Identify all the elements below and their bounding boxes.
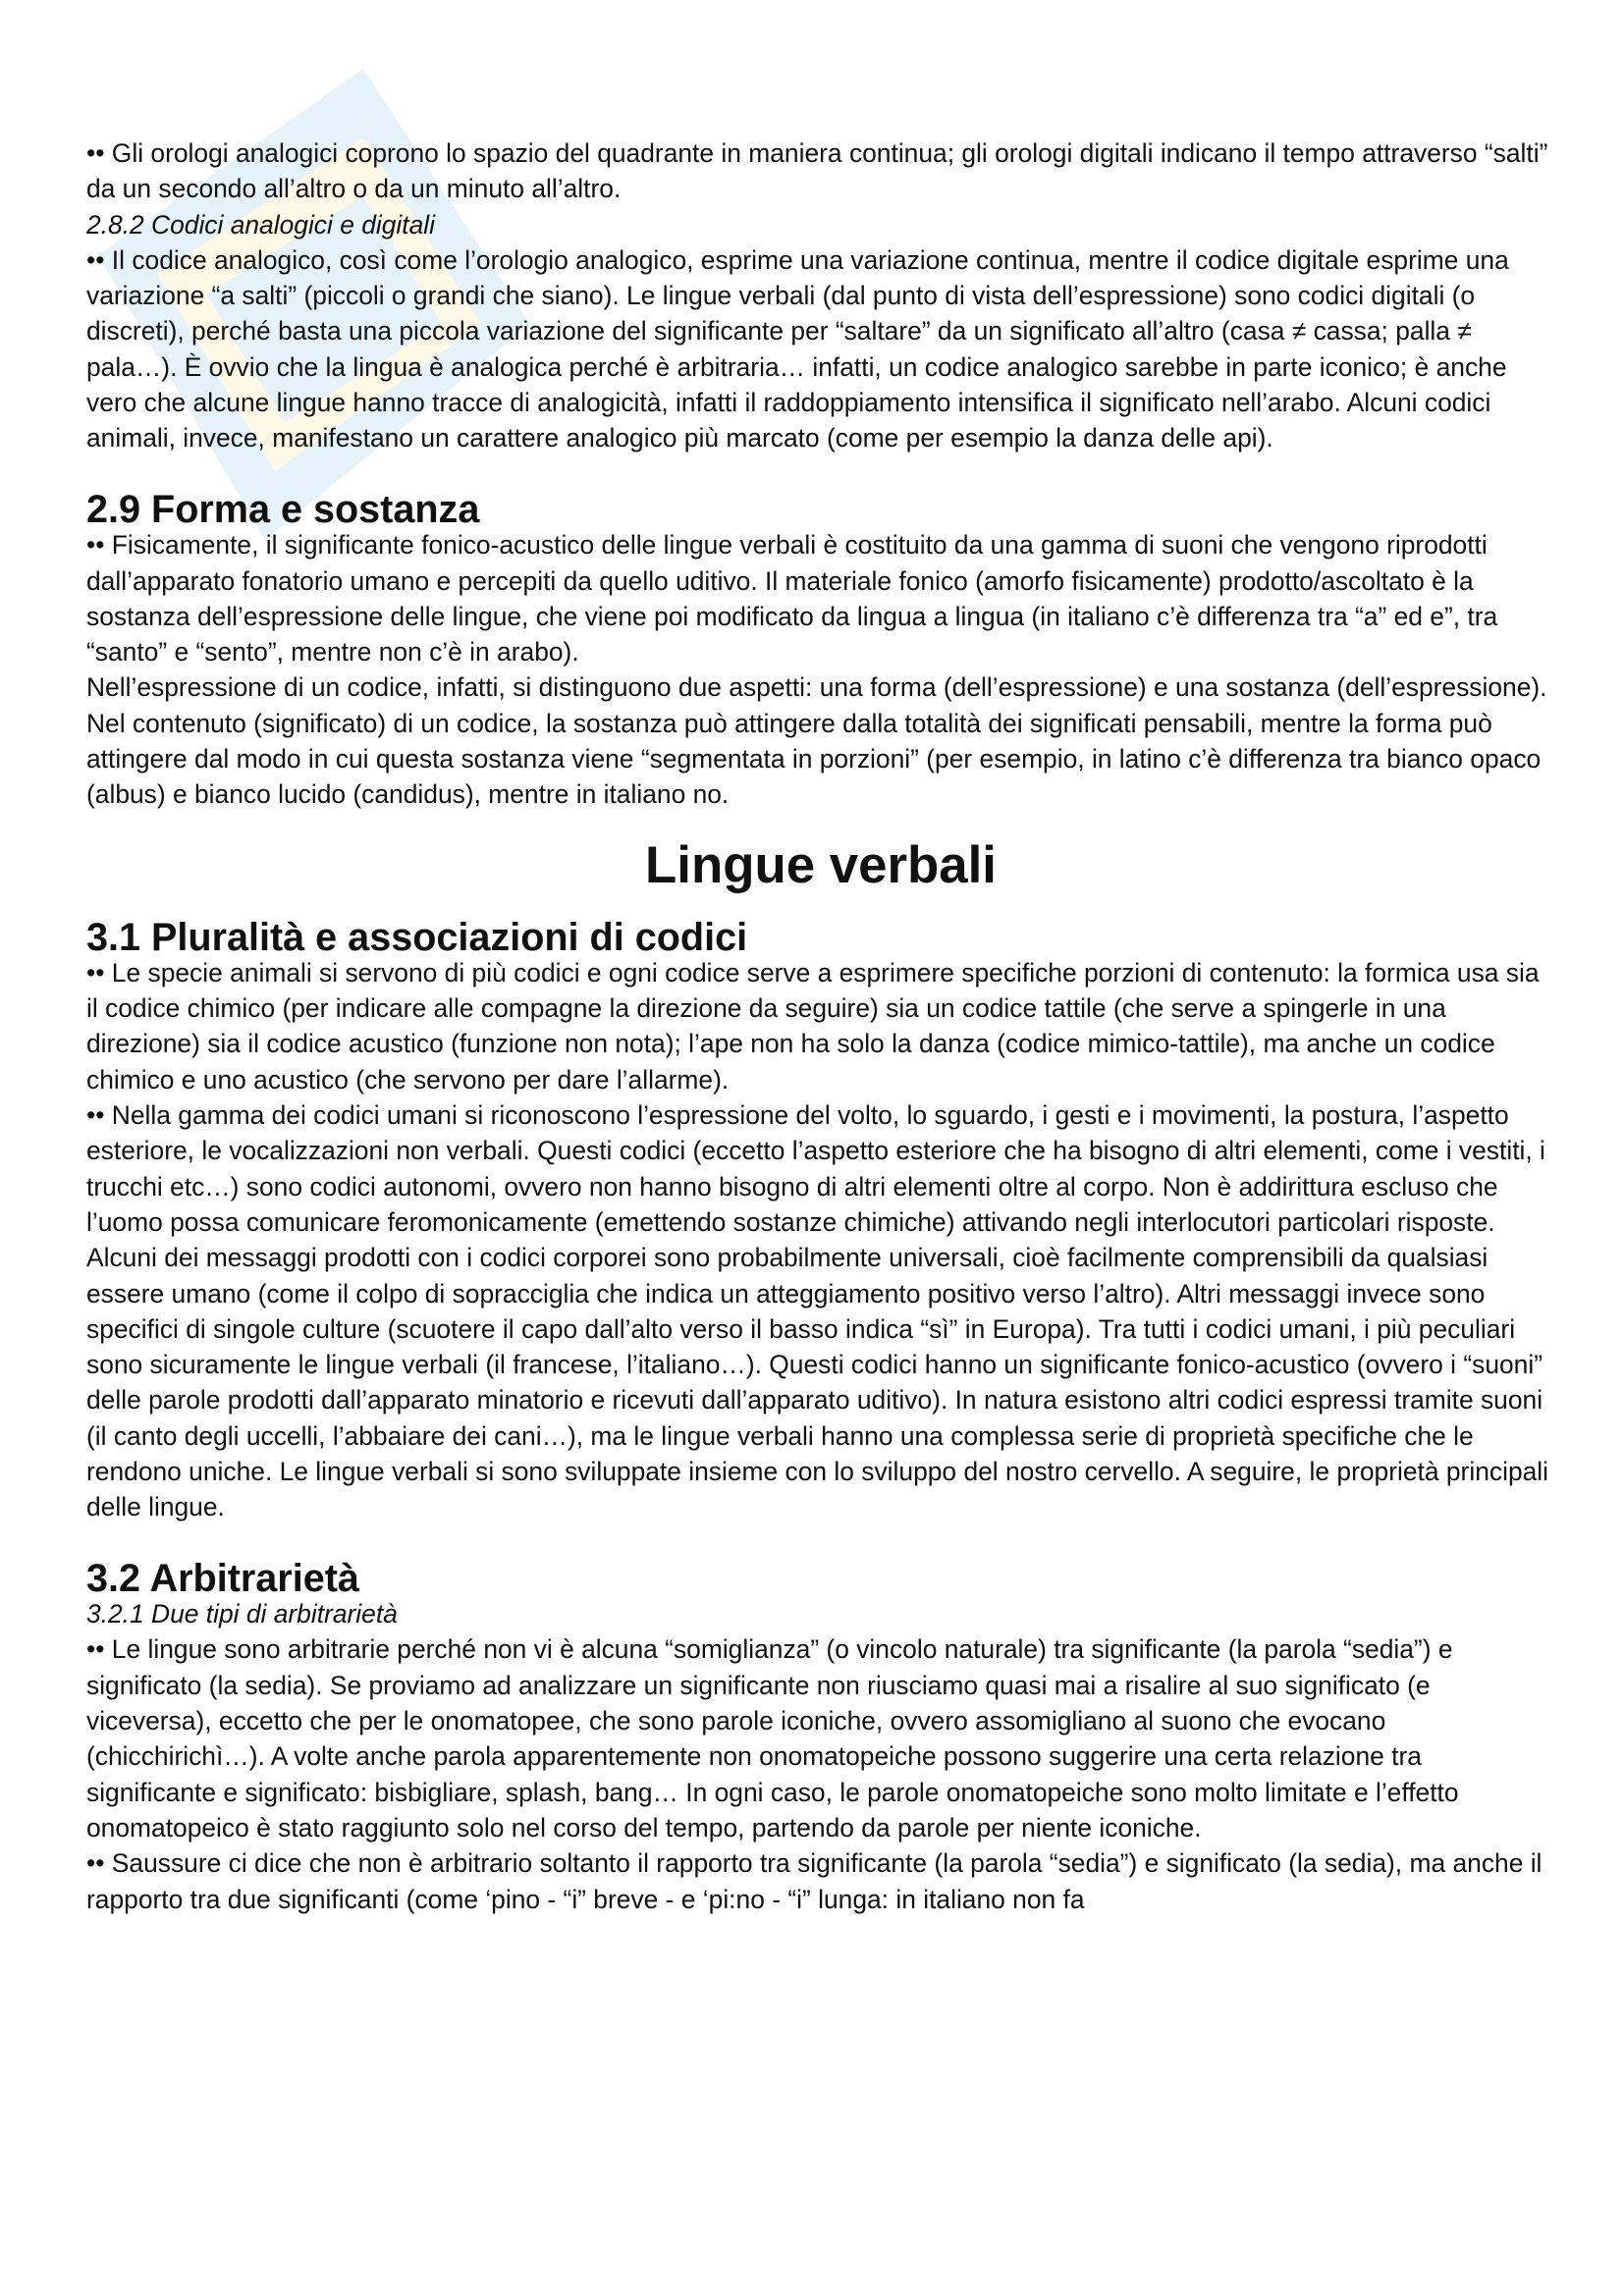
paragraph-arbitrarie: •• Le lingue sono arbitrarie perché non vi è alcuna “somiglianza” (o vincolo naturale) tra significante (la parola “sedia”) e significato (la sedia). Se proviamo ad analizzare un significante non riusciamo quasi mai a risalire al suo significato (e viceversa), eccetto che per le onomatopee, che sono parole iconiche, ovvero assomigliano al suono che evocano (chicchirichì…). A volte anche parola apparentemente non onomatopeiche possono suggerire una certa relazione tra significante e significato: bisbigliare, splash, bang… In ogni caso, le parole onomatopeiche sono molto limitate e l’effetto onomatopeico è stato raggiunto solo nel corso del tempo, partendo da parole per niente iconiche. (86, 1634, 1459, 1842)
section-title-3-1: 3.1 Pluralità e associazioni di codici (86, 915, 748, 959)
document-page (86, 135, 1555, 1917)
subsection-title-2-8-2: 2.8.2 Codici analogici e digitali (86, 209, 436, 240)
paragraph-orologi: •• Gli orologi analogici coprono lo spazio del quadrante in maniera continua; gli orologi digitali indicano il tempo attraverso “salti” da un secondo all’altro o da un minuto all’altro. (86, 138, 1548, 204)
paragraph-codici-umani: •• Nella gamma dei codici umani si riconoscono l’espressione del volto, lo sguardo, i gesti e i movimenti, la postura, l’aspetto esteriore, le vocalizzazioni non verbali. Questi codici (eccetto l’aspetto esteriore che ha bisogno di altri elementi, come i vestiti, i trucchi etc…) sono codici autonomi, ovvero non hanno bisogno di altri elementi oltre al corpo. Non è addirittura escluso che l’uomo possa comunicare feromonicamente (emettendo sostanze chimiche) attivando negli interlocutori particolari risposte. Alcuni dei messaggi prodotti con i codici corporei sono probabilmente universali, cioè facilmente comprensibili da qualsiasi essere umano (come il colpo di sopracciglia che indica un atteggiamento positivo verso l’altro). Altri messaggi invece sono specifici di singole culture (scuotere il capo dall’alto verso il basso indica “sì” in Europa). Tra tutti i codici umani, i più peculiari sono sicuramente le lingue verbali (il francese, l’italiano…). Questi codici hanno un significante fonico-acustico (ovvero i “suoni” delle parole prodotti dall’apparato minatorio e ricevuti dall’apparato uditivo). In natura esistono altri codici espressi tramite suoni (il canto degli uccelli, l’abbaiare dei cani…), ma le lingue verbali hanno una complessa serie di proprietà specifiche che le rendono uniche. Le lingue verbali si sono sviluppate insieme con lo sviluppo del nostro cervello. A seguire, le proprietà principali delle lingue. (86, 1100, 1549, 1522)
spacer (86, 1525, 1555, 1561)
spacer (86, 456, 1555, 492)
paragraph-forma-sostanza-1: •• Fisicamente, il significante fonico-acustico delle lingue verbali è costituito da una gamma di suoni che vengono riprodotti dall’apparato fonatorio umano e percepiti da quello uditivo. Il materiale fonico (amorfo fisicamente) prodotto/ascoltato è la sostanza dell’espressione delle lingue, che viene poi modificato da lingua a lingua (in italiano c’è differenza tra “a” ed e”, tra “santo” e “sento”, mentre non c’è in arabo). (86, 530, 1498, 667)
section-title-3-2: 3.2 Arbitrarietà (86, 1556, 359, 1600)
paragraph-saussure: •• Saussure ci dice che non è arbitrario soltanto il rapporto tra significante (la parola “sedia”) e significato (la sedia), ma anche il rapporto tra due significanti (come ‘pino - “i” breve - e ‘pi:no - “i” lunga: in italiano non fa (86, 1848, 1543, 1914)
chapter-title-lingue-verbali: Lingue verbali (645, 835, 997, 894)
subsection-title-3-2-1: 3.2.1 Due tipi di arbitrarietà (86, 1599, 398, 1629)
paragraph-codici-analogici: •• Il codice analogico, così come l’orologio analogico, esprime una variazione continua, mentre il codice digitale esprime una variazione “a salti” (piccoli o grandi che siano). Le lingue verbali (dal punto di vista dell’espressione) sono codici digitali (o discreti), perché basta una piccola variazione del significante per “saltare” da un significato all’altro (casa ≠ cassa; palla ≠ pala…). È ovvio che la lingua è analogica perché è arbitraria… infatti, un codice analogico sarebbe in parte iconico; è anche vero che alcune lingue hanno tracce di analogicità, infatti il raddoppiamento intensifica il significato nell’arabo. Alcuni codici animali, invece, manifestano un carattere analogico più marcato (come per esempio la danza delle api). (86, 244, 1509, 454)
paragraph-forma-sostanza-2: Nell’espressione di un codice, infatti, si distinguono due aspetti: una forma (dell’espressione) e una sostanza (dell’espressione). Nel contenuto (significato) di un codice, la sostanza può attingere dalla totalità dei significati pensabili, mentre la forma può attingere dal modo in cui questa sostanza viene “segmentata in porzioni” (per esempio, in latino c’è differenza tra bianco opaco (albus) e bianco lucido (candidus), mentre in italiano no. (86, 672, 1547, 810)
section-title-2-9: 2.9 Forma e sostanza (86, 487, 480, 531)
paragraph-specie-animali: •• Le specie animali si servono di più codici e ogni codice serve a esprimere specifiche porzioni di contenuto: la formica usa sia il codice chimico (per indicare alle compagne la direzione da seguire) sia un codice tattile (che serve a spingerle in una direzione) sia il codice acustico (funzione non nota); l’ape non ha solo la danza (codice mimico-tattile), ma anche un codice chimico e uno acustico (che servono per dare l’allarme). (86, 957, 1540, 1095)
